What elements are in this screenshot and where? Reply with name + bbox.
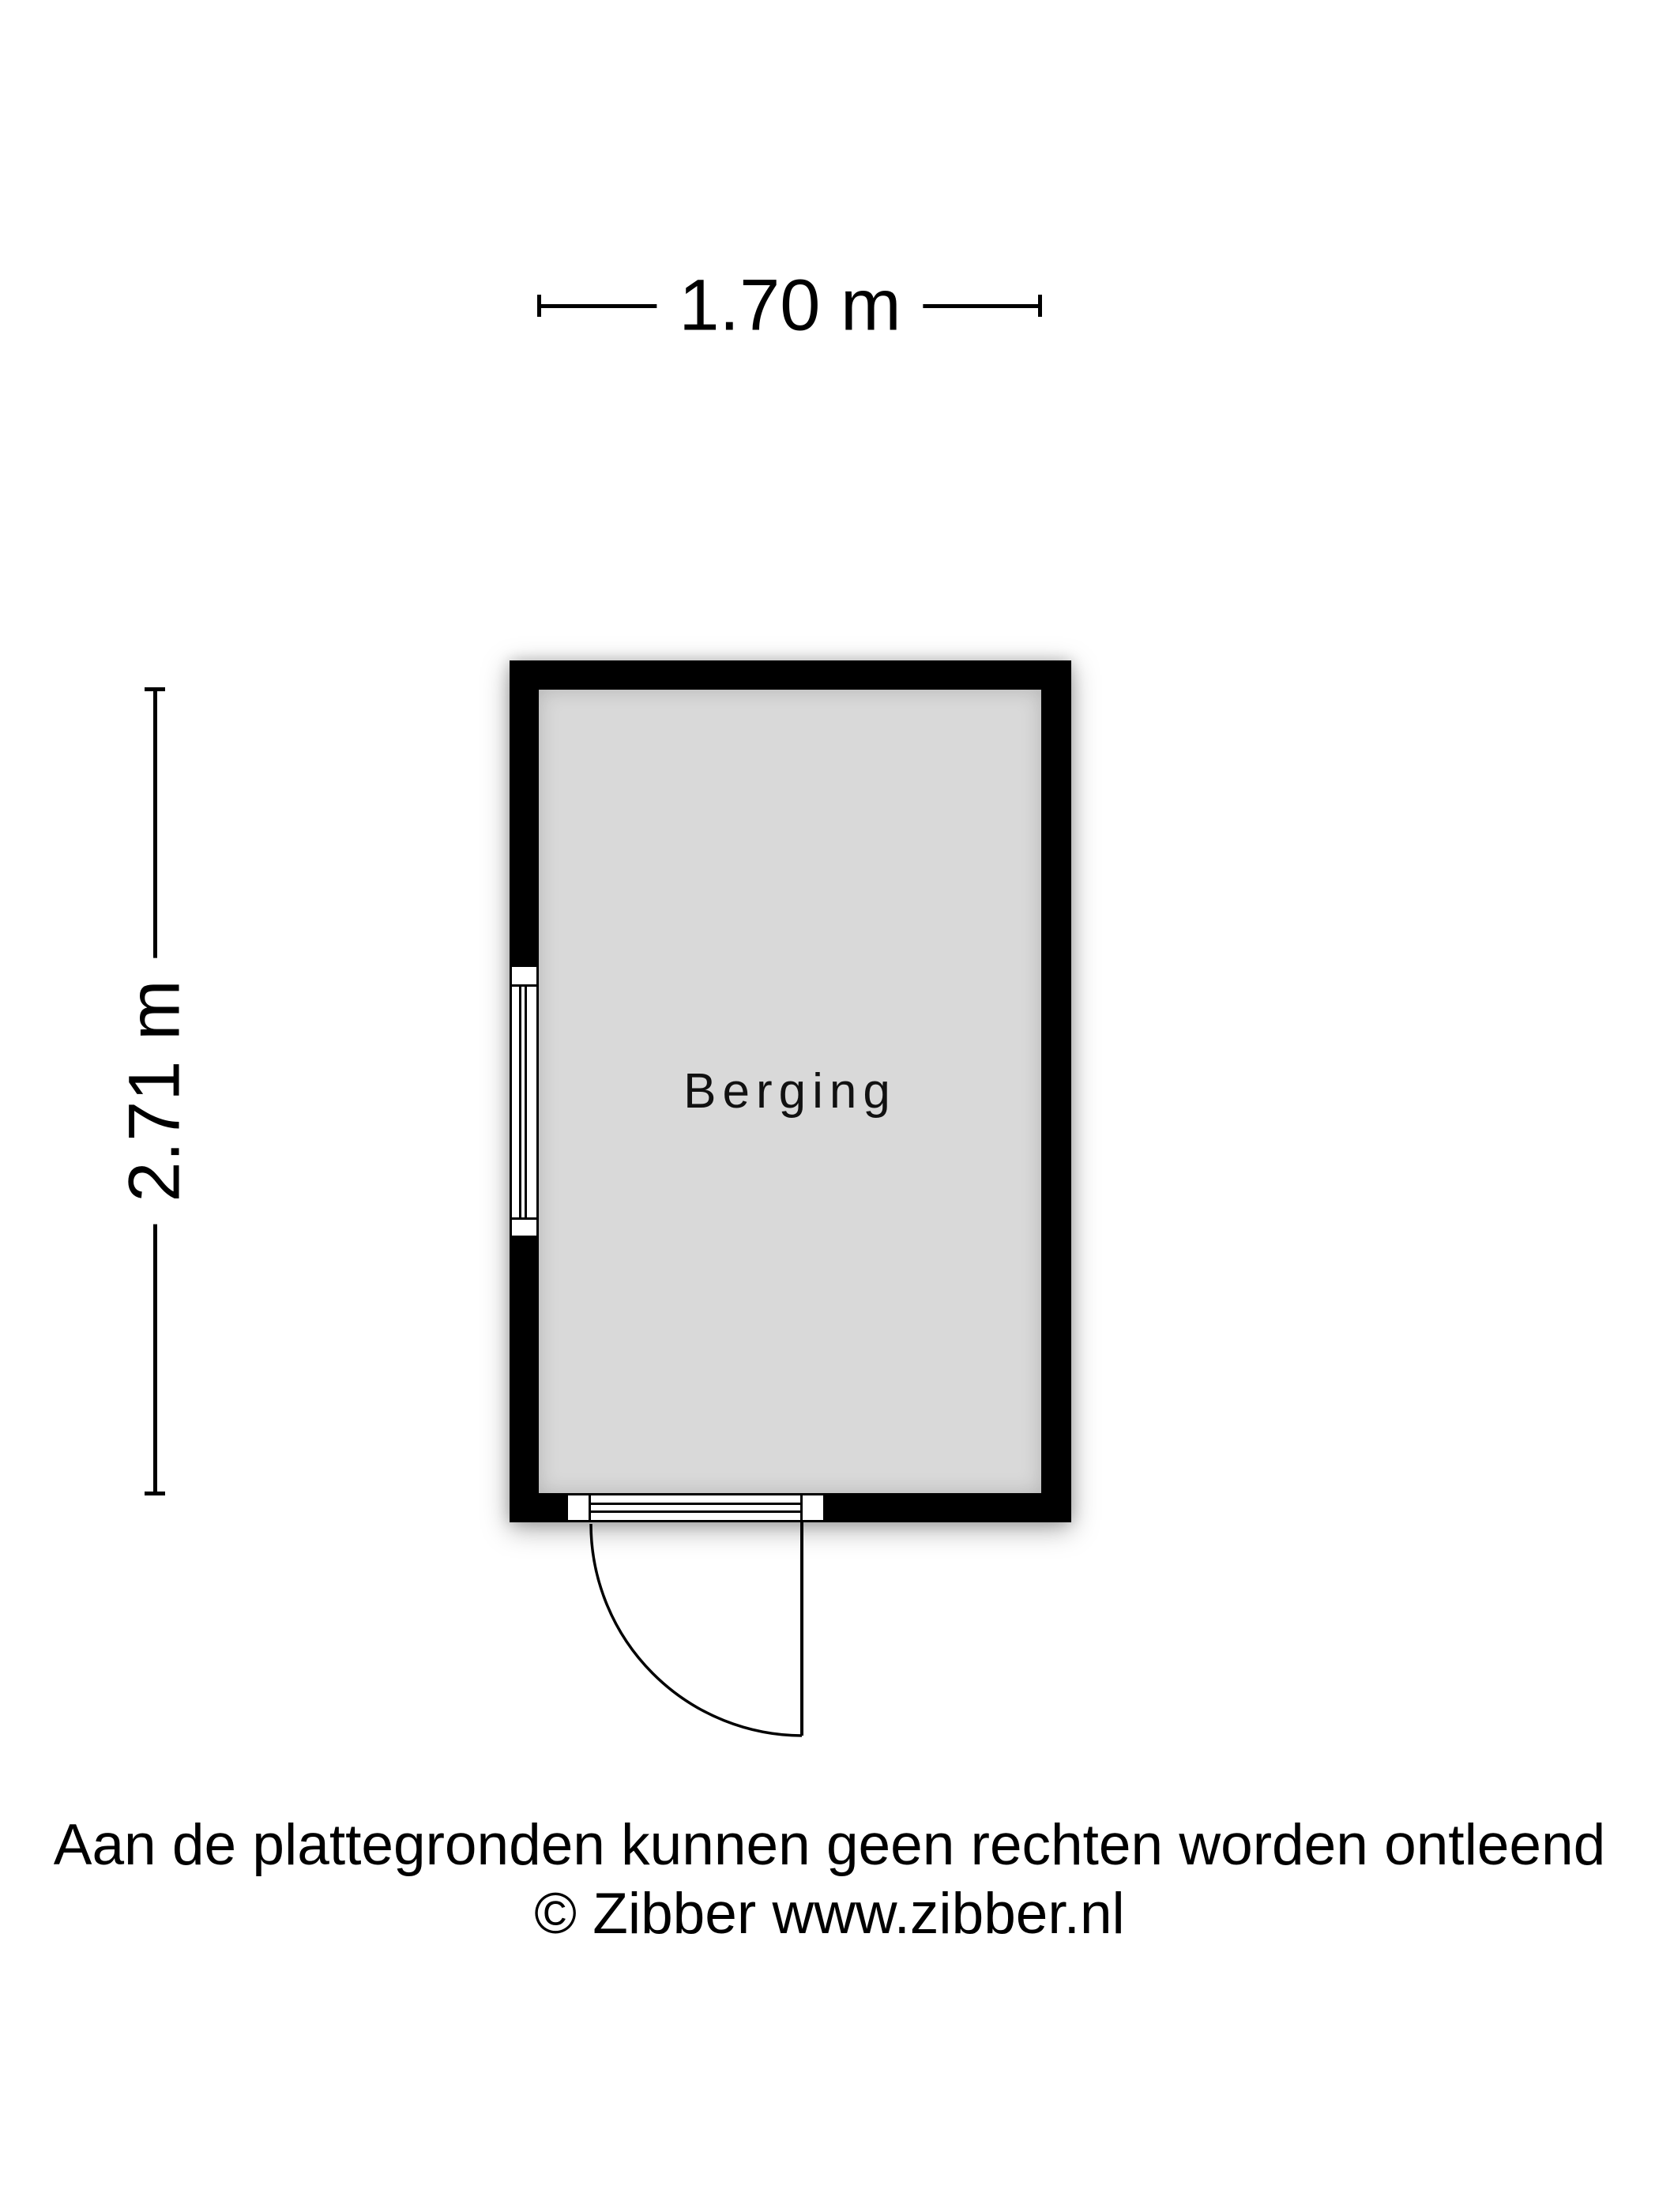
height-dimension-tick-top (145, 687, 165, 691)
height-dimension-label: 2.71 m (114, 957, 197, 1224)
door-frame-rail (591, 1510, 800, 1513)
window-pane-line (519, 987, 521, 1217)
door-frame-rail (591, 1503, 800, 1505)
door-swing-arc (591, 1524, 802, 1736)
window-pane-line (525, 987, 527, 1217)
height-dimension-tick-bottom (145, 1492, 165, 1495)
room-floor (539, 690, 1041, 1493)
width-dimension-label: 1.70 m (656, 265, 923, 348)
room-label: Berging (683, 1064, 897, 1119)
width-dimension-tick-left (537, 295, 541, 317)
window-frame-cap-bottom (512, 1217, 536, 1220)
footer-copyright: © Zibber www.zibber.nl (534, 1882, 1125, 1946)
width-dimension-tick-right (1038, 295, 1042, 317)
door-frame-icon (566, 1493, 826, 1522)
room-walls (510, 660, 1071, 1522)
footer-disclaimer: Aan de plattegronden kunnen geen rechten worden ontleend (53, 1813, 1606, 1877)
footer (0, 1811, 1659, 1948)
door-frame-cap-left (589, 1495, 591, 1520)
door-frame-cap-right (800, 1495, 803, 1520)
window-icon (510, 965, 539, 1238)
